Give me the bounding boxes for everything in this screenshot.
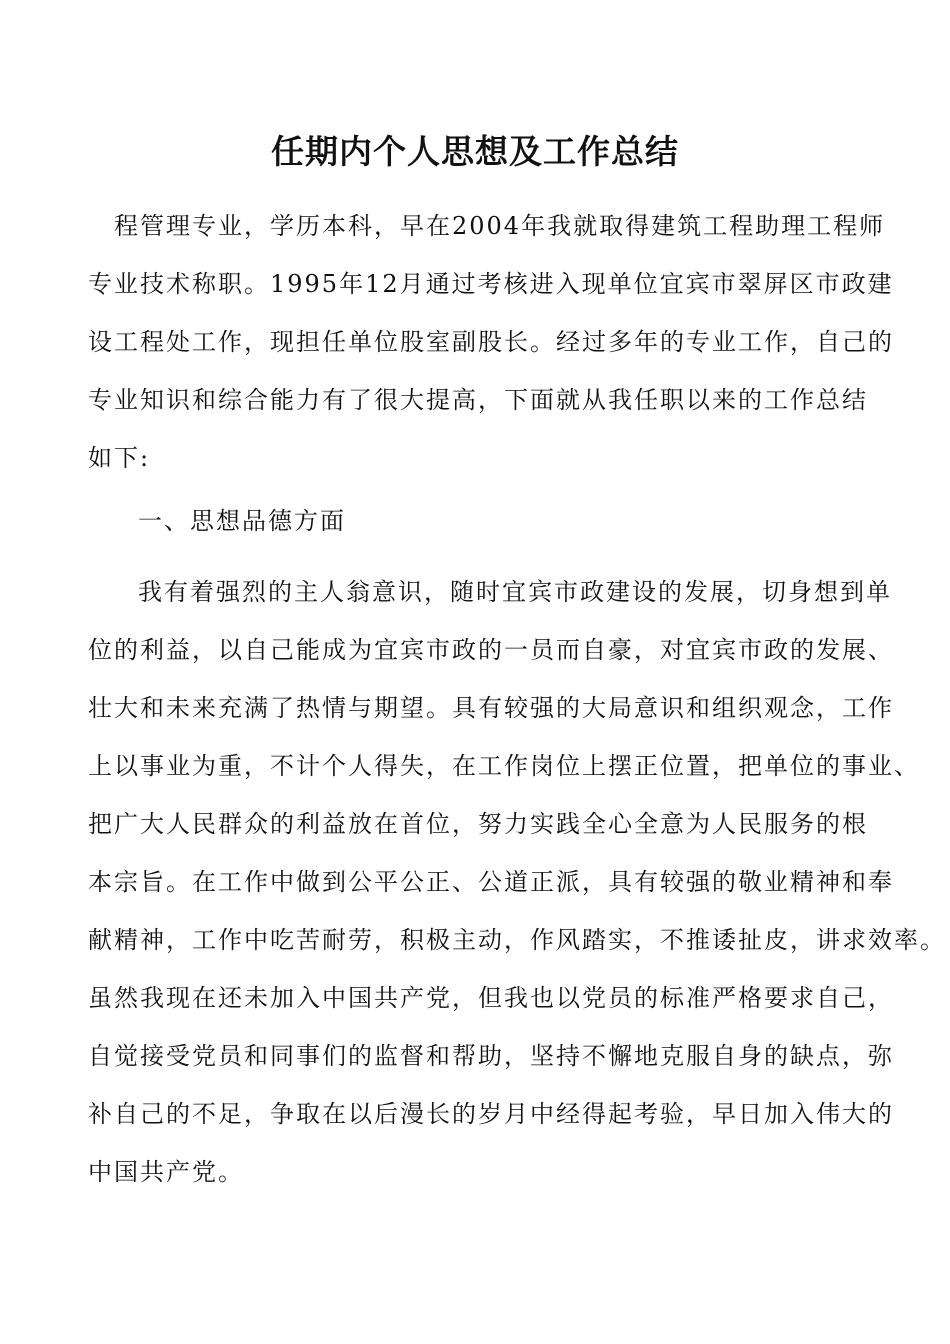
document-title: 任期内个人思想及工作总结 [271, 132, 679, 171]
paragraph-line: 补自己的不足，争取在以后漫长的岁月中经得起考验，早日加入伟大的 [88, 1100, 894, 1128]
paragraph-line: 专业知识和综合能力有了很大提高，下面就从我任职以来的工作总结 [88, 386, 868, 414]
section-heading [88, 492, 870, 550]
paragraph-line: 如下: [88, 444, 151, 472]
paragraph-line: 我有着强烈的主人翁意识，随时宜宾市政建设的发展，切身想到单 [138, 578, 892, 606]
paragraph-line: 上以事业为重，不计个人得失，在工作岗位上摆正位置，把单位的事业、 [88, 752, 920, 780]
paragraph-ideology [88, 563, 946, 1201]
paragraph-line: 本宗旨。在工作中做到公平公正、公道正派，具有较强的敬业精神和奉 [88, 868, 894, 896]
paragraph-line: 虽然我现在还未加入中国共产党，但我也以党员的标准严格要求自己， [88, 984, 894, 1012]
paragraph-line: 自觉接受党员和同事们的监督和帮助，坚持不懈地克服自身的缺点，弥 [88, 1042, 894, 1070]
paragraph-line: 献精神，工作中吃苦耐劳，积极主动，作风踏实，不推诿扯皮，讲求效率。 [88, 926, 946, 954]
paragraph-line: 把广大人民群众的利益放在首位，努力实践全心全意为人民服务的根 [88, 810, 868, 838]
paragraph-intro [88, 197, 894, 487]
paragraph-line: 壮大和未来充满了热情与期望。具有较强的大局意识和组织观念，工作 [88, 694, 894, 722]
paragraph-line: 设工程处工作，现担任单位股室副股长。经过多年的专业工作，自己的 [88, 328, 894, 356]
section-heading-text: 一、思想品德方面 [138, 507, 346, 535]
paragraph-line: 程管理专业，学历本科，早在2004年我就取得建筑工程助理工程师 [114, 212, 886, 240]
paragraph-line: 中国共产党。 [88, 1158, 244, 1186]
paragraph-line: 位的利益，以自己能成为宜宾市政的一员而自豪，对宜宾市政的发展、 [88, 636, 894, 664]
paragraph-line: 专业技术称职。1995年12月通过考核进入现单位宜宾市翠屏区市政建 [88, 270, 894, 298]
